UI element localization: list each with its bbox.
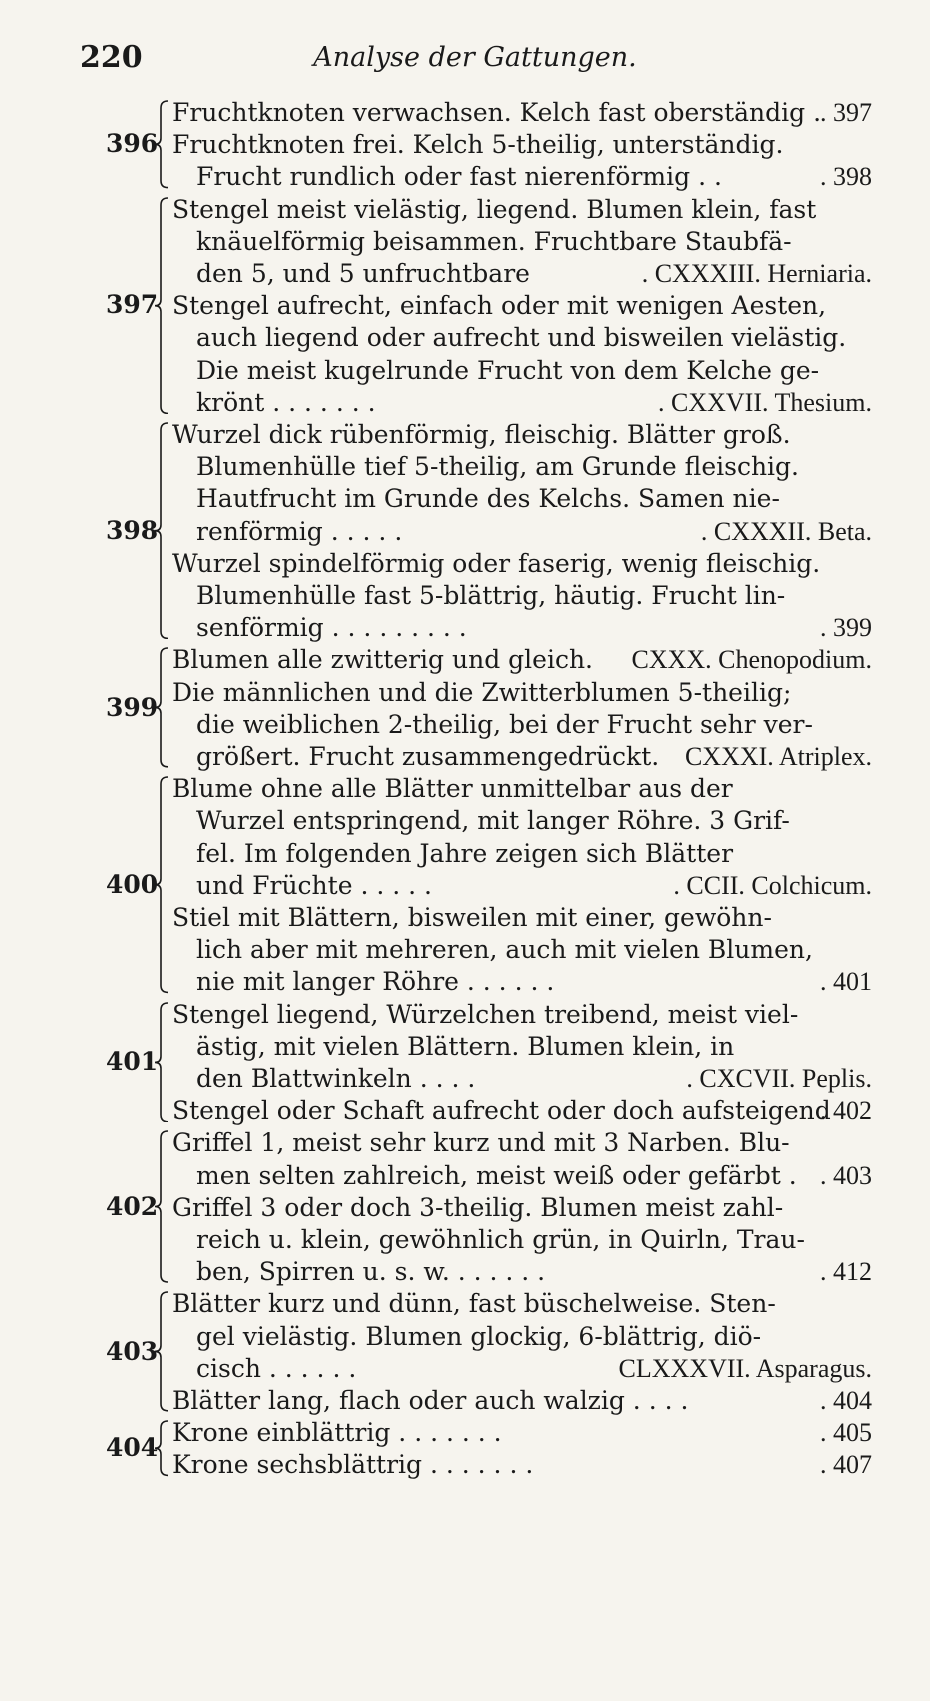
key-line-text: Stengel meist vielästig, liegend. Blumen klein, fast — [172, 194, 817, 224]
key-group — [0, 418, 930, 643]
key-line — [172, 289, 872, 323]
key-line — [172, 128, 872, 162]
key-line — [196, 933, 872, 967]
key-line — [172, 1094, 872, 1128]
key-line-text: Blumen alle zwitterig und gleich. — [172, 645, 593, 675]
key-line-reference: . 402 — [820, 1096, 872, 1126]
key-line-text: gel vielästig. Blumen glockig, 6-blättrig, diö- — [196, 1321, 762, 1351]
key-line — [172, 96, 872, 130]
key-line-text: auch liegend oder aufrecht und bisweilen vielästig. — [196, 323, 847, 353]
key-line-text: Stengel aufrecht, einfach oder mit wenigen Aesten, — [172, 291, 827, 321]
key-line-text: Blätter kurz und dünn, fast büschelweise. Sten- — [172, 1289, 776, 1319]
key-line-reference: . CCII. Colchicum. — [673, 870, 872, 900]
key-line — [172, 998, 872, 1032]
running-title: Analyse der Gattungen. — [313, 42, 637, 73]
key-line-reference: CXXXI. Atriplex. — [684, 741, 872, 771]
curly-brace-icon — [154, 647, 170, 768]
key-line — [172, 1448, 872, 1482]
key-line — [172, 772, 872, 806]
key-line-text: größert. Frucht zusammengedrückt. — [196, 741, 660, 771]
key-line — [172, 1191, 872, 1225]
curly-brace-icon — [154, 1130, 170, 1283]
key-line-text: Stiel mit Blättern, bisweilen mit einer, gewöhn- — [172, 902, 772, 932]
key-line-text: Wurzel spindelförmig oder faserig, wenig fleischig. — [172, 548, 821, 578]
key-line — [172, 676, 872, 710]
key-line-text: Griffel 1, meist sehr kurz und mit 3 Narben. Blu- — [172, 1128, 790, 1158]
key-line — [196, 1352, 872, 1386]
key-line-reference: . 398 — [820, 162, 872, 192]
key-line — [196, 611, 872, 645]
key-line-text: Blume ohne alle Blätter unmittelbar aus der — [172, 774, 733, 804]
key-line-reference: . 403 — [820, 1160, 872, 1190]
key-line-reference: . 397 — [820, 98, 872, 127]
key-line — [196, 257, 872, 291]
curly-brace-icon — [154, 1420, 170, 1476]
group-number: 400 — [106, 869, 159, 899]
key-line-reference: . CXXXII. Beta. — [700, 516, 872, 546]
key-group — [0, 998, 930, 1127]
key-line-text: men selten zahlreich, meist weiß oder gefärbt . — [196, 1160, 797, 1190]
key-line-text: reich u. klein, gewöhnlich grün, in Quirln, Trau- — [196, 1224, 805, 1254]
key-line — [172, 901, 872, 935]
key-line-text: Krone einblättrig . . . . . . . — [172, 1418, 502, 1448]
curly-brace-icon — [154, 1291, 170, 1412]
group-number: 399 — [106, 692, 159, 722]
key-line-text: Fruchtknoten frei. Kelch 5-theilig, unterständig. — [172, 130, 784, 160]
key-line-reference: . 412 — [820, 1257, 872, 1287]
key-line — [196, 579, 872, 613]
key-group — [0, 772, 930, 997]
key-line-reference: CXXX. Chenopodium. — [631, 645, 872, 675]
key-line-reference: . CXXVII. Thesium. — [657, 387, 872, 417]
key-line-text: Stengel liegend, Würzelchen treibend, meist viel- — [172, 999, 799, 1029]
key-line-reference: . 404 — [820, 1385, 872, 1415]
key-line-reference: . 407 — [820, 1450, 872, 1480]
key-line-reference: . CXXXIII. Herniaria. — [641, 258, 872, 288]
key-line — [196, 965, 872, 999]
key-line-text: den 5, und 5 unfruchtbare — [196, 258, 530, 288]
key-group — [0, 193, 930, 418]
key-line — [172, 193, 872, 227]
key-line — [196, 1320, 872, 1354]
curly-brace-icon — [154, 197, 170, 414]
key-group — [0, 96, 930, 193]
key-line-text: cisch . . . . . . — [196, 1353, 357, 1383]
key-line — [172, 547, 872, 581]
key-line — [196, 708, 872, 742]
key-group — [0, 1126, 930, 1287]
key-line-text: Wurzel dick rübenförmig, fleischig. Blätter groß. — [172, 420, 791, 449]
key-line-text: senförmig . . . . . . . . . — [196, 613, 467, 643]
key-line — [172, 1384, 872, 1418]
key-line — [172, 1126, 872, 1160]
key-line-text: Die männlichen und die Zwitterblumen 5-theilig; — [172, 677, 792, 707]
key-line — [172, 1287, 872, 1321]
key-line-text: Frucht rundlich oder fast nierenförmig . . — [196, 162, 722, 192]
key-line-reference: . 399 — [820, 613, 872, 643]
key-line-reference: . 405 — [820, 1418, 872, 1448]
key-line-text: renförmig . . . . . — [196, 516, 403, 546]
key-line — [172, 643, 872, 677]
key-line-text: und Früchte . . . . . — [196, 870, 432, 900]
key-line — [196, 804, 872, 838]
key-line-reference: CLXXXVII. Asparagus. — [618, 1353, 872, 1383]
key-line — [172, 1416, 872, 1450]
key-line-text: den Blattwinkeln . . . . — [196, 1063, 476, 1093]
key-group — [0, 1416, 930, 1480]
key-line-reference: . 401 — [820, 967, 872, 997]
key-group — [0, 643, 930, 772]
key-line-text: Fruchtknoten verwachsen. Kelch fast oberständig . — [172, 98, 822, 127]
key-line — [196, 837, 872, 871]
key-line-text: nie mit langer Röhre . . . . . . — [196, 967, 555, 997]
key-line — [196, 1255, 872, 1289]
key-line — [196, 482, 872, 516]
key-line-text: ben, Spirren u. s. w. . . . . . . — [196, 1257, 546, 1287]
group-number: 402 — [106, 1191, 159, 1221]
key-line-text: Griffel 3 oder doch 3-theilig. Blumen meist zahl- — [172, 1192, 784, 1222]
key-line-text: Wurzel entspringend, mit langer Röhre. 3 Grif- — [196, 806, 790, 836]
key-line — [196, 740, 872, 774]
key-line-text: die weiblichen 2-theilig, bei der Frucht sehr ver- — [196, 709, 813, 739]
key-line — [196, 1223, 872, 1257]
key-line-text: Die meist kugelrunde Frucht von dem Kelche ge- — [196, 355, 820, 385]
key-line — [196, 354, 872, 388]
key-line — [196, 1030, 872, 1064]
key-line-text: Stengel oder Schaft aufrecht oder doch aufsteigend — [172, 1096, 831, 1126]
curly-brace-icon — [154, 776, 170, 993]
key-line-text: ästig, mit vielen Blättern. Blumen klein, in — [196, 1031, 735, 1061]
key-group — [0, 1287, 930, 1416]
key-line-text: Hautfrucht im Grunde des Kelchs. Samen nie- — [196, 484, 780, 514]
group-number: 397 — [106, 290, 159, 320]
key-line — [196, 1062, 872, 1096]
page-number: 220 — [80, 40, 143, 75]
key-line-text: fel. Im folgenden Jahre zeigen sich Blätter — [196, 838, 734, 868]
key-line — [196, 225, 872, 259]
curly-brace-icon — [154, 100, 170, 189]
group-number: 403 — [106, 1336, 159, 1366]
group-number: 396 — [106, 129, 159, 159]
group-number: 398 — [106, 515, 159, 545]
key-line-reference: . CXCVII. Peplis. — [686, 1063, 872, 1093]
key-line-text: Blätter lang, flach oder auch walzig . . . . — [172, 1385, 689, 1415]
curly-brace-icon — [154, 1002, 170, 1123]
curly-brace-icon — [154, 422, 170, 639]
key-line — [196, 515, 872, 549]
key-line — [172, 418, 872, 452]
key-line — [196, 386, 872, 420]
key-line-text: Blumenhülle tief 5-theilig, am Grunde fleischig. — [196, 452, 799, 482]
key-line — [196, 160, 872, 194]
key-line-text: lich aber mit mehreren, auch mit vielen Blumen, — [196, 935, 813, 965]
key-line-text: Krone sechsblättrig . . . . . . . — [172, 1450, 534, 1480]
group-number: 404 — [106, 1433, 159, 1463]
key-line — [196, 1159, 872, 1193]
key-line-text: knäuelförmig beisammen. Fruchtbare Staubfä- — [196, 226, 792, 256]
key-line — [196, 450, 872, 484]
key-line — [196, 869, 872, 903]
group-number: 401 — [106, 1046, 159, 1076]
key-line-text: krönt . . . . . . . — [196, 387, 376, 417]
key-line — [196, 321, 872, 355]
key-line-text: Blumenhülle fast 5-blättrig, häutig. Frucht lin- — [196, 581, 786, 610]
